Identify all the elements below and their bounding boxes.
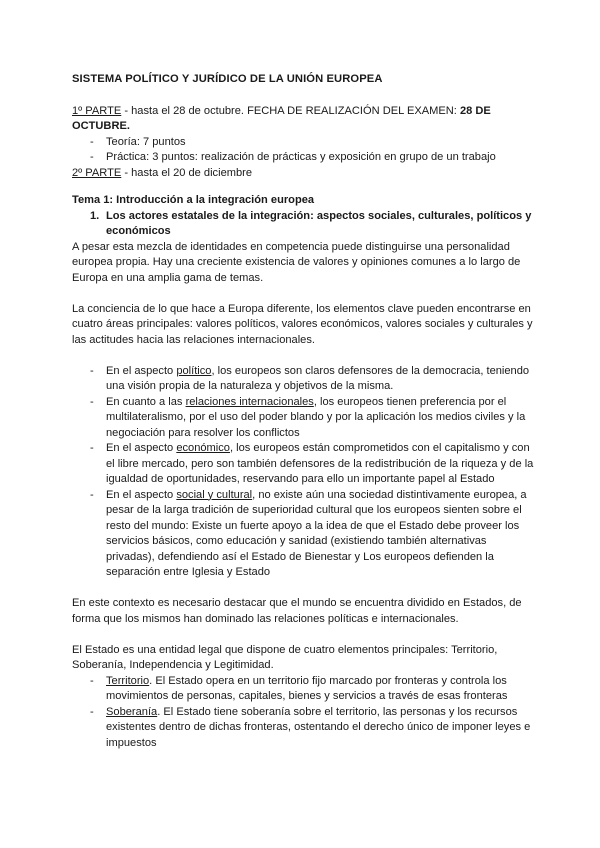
- section-number: 1.: [90, 209, 100, 222]
- item-text: En cuanto a las: [106, 395, 186, 408]
- parte2-label: 2º PARTE: [72, 166, 122, 179]
- parte2-text: - hasta el 20 de diciembre: [121, 166, 253, 179]
- list-item: [72, 364, 534, 395]
- item-keyword: político: [176, 364, 212, 377]
- parte1-line: [72, 104, 534, 135]
- paragraph-3: En este contexto es necesario destacar que el mundo se encuentra dividido en Estados, de forma que los mismos han dominado las relaciones políticas e internacionales.: [72, 597, 522, 625]
- item-keyword: relaciones internacionales: [185, 395, 314, 408]
- list-item: - Teoría: 7 puntos: [72, 135, 534, 151]
- elements-list: [72, 674, 534, 752]
- item-text: , los europeos son claros defensores de la democracia, teniendo una visión propia de la naturaleza y objetivos de la misma.: [106, 364, 530, 392]
- parte1-date: 28 DE OCTUBRE.: [72, 104, 491, 132]
- parte1-label: 1º PARTE: [72, 104, 122, 117]
- item-keyword: Soberanía: [106, 705, 158, 718]
- paragraph-4: El Estado es una entidad legal que dispone de cuatro elementos principales: Territorio, Soberanía, Independencia y Legitimidad.: [72, 643, 498, 671]
- item-text: , los europeos tienen preferencia por el multilateralismo, por el uso del poder blando y por la aplicación los medios civiles y la negociación para resolver los conflictos: [106, 395, 526, 439]
- item-text: En el aspecto: [106, 488, 177, 501]
- item-keyword: económico: [176, 442, 230, 454]
- item-keyword: social y cultural: [176, 488, 253, 501]
- item-text: , no existe aún una sociedad distintivamente europea, a pesar de la larga tradición de superioridad cultural que los europeos sienten sobre el resto del mundo: Existe un fuerte apoyo a la idea de que el Estado debe proveer los servicios básicos, como educación y sanidad (existiendo también alternativas privadas), defendiendo así el Estado de Bienestar y Los europeos defienden la separación entre Iglesia y Estado: [106, 488, 527, 578]
- item-keyword: Territorio: [106, 674, 150, 687]
- item-text: . El Estado tiene soberanía sobre el territorio, las personas y los recursos existentes dentro de dichas fronteras, ostentando el derecho único de imponer leyes e impuestos: [106, 705, 531, 749]
- list-item: [72, 395, 534, 442]
- item-text: . El Estado opera en un territorio fijo marcado por fronteras y controla los movimientos de personas, capitales, bienes y servicios a través de esas fronteras: [106, 674, 508, 702]
- parte2-line: [72, 166, 534, 182]
- aspects-list: [72, 364, 534, 581]
- item-text: , los europeos están comprometidos con el capitalismo y con el libre mercado, pero son también defensores de la redistribución de la riqueza y de la igualdad de oportunidades, reservando para ello un importante papel al Estado: [106, 442, 534, 485]
- list-item: [72, 441, 534, 488]
- document-page: [72, 72, 534, 751]
- item-text: En el aspecto: [106, 442, 177, 454]
- section-heading: [72, 209, 534, 240]
- parte1-text: - hasta el 28 de octubre. FECHA DE REALIZACIÓN DEL EXAMEN:: [121, 104, 460, 117]
- parte1-list: [72, 135, 534, 166]
- paragraph-1: A pesar esta mezcla de identidades en competencia puede distinguirse una personalidad europea propia. Hay una creciente existencia de valores y opiniones comunes a lo largo de Europa en una amplia gama de temas.: [72, 240, 521, 284]
- list-item: [72, 674, 534, 705]
- list-item: [72, 488, 534, 581]
- list-item: [72, 705, 534, 752]
- section-title: Los actores estatales de la integración: aspectos sociales, culturales, políticos y económicos: [106, 209, 532, 237]
- list-item: - Práctica: 3 puntos: realización de prácticas y exposición en grupo de un trabajo: [72, 150, 534, 166]
- paragraph-2: La conciencia de lo que hace a Europa diferente, los elementos clave pueden encontrarse en cuatro áreas principales: valores políticos, valores económicos, valores sociales y culturales y las actitudes hacia las relaciones internacionales.: [72, 302, 533, 346]
- tema-title: Tema 1: Introducción a la integración europea: [72, 194, 315, 206]
- item-text: En el aspecto: [106, 364, 177, 377]
- document-title: SISTEMA POLÍTICO Y JURÍDICO DE LA UNIÓN EUROPEA: [72, 73, 383, 85]
